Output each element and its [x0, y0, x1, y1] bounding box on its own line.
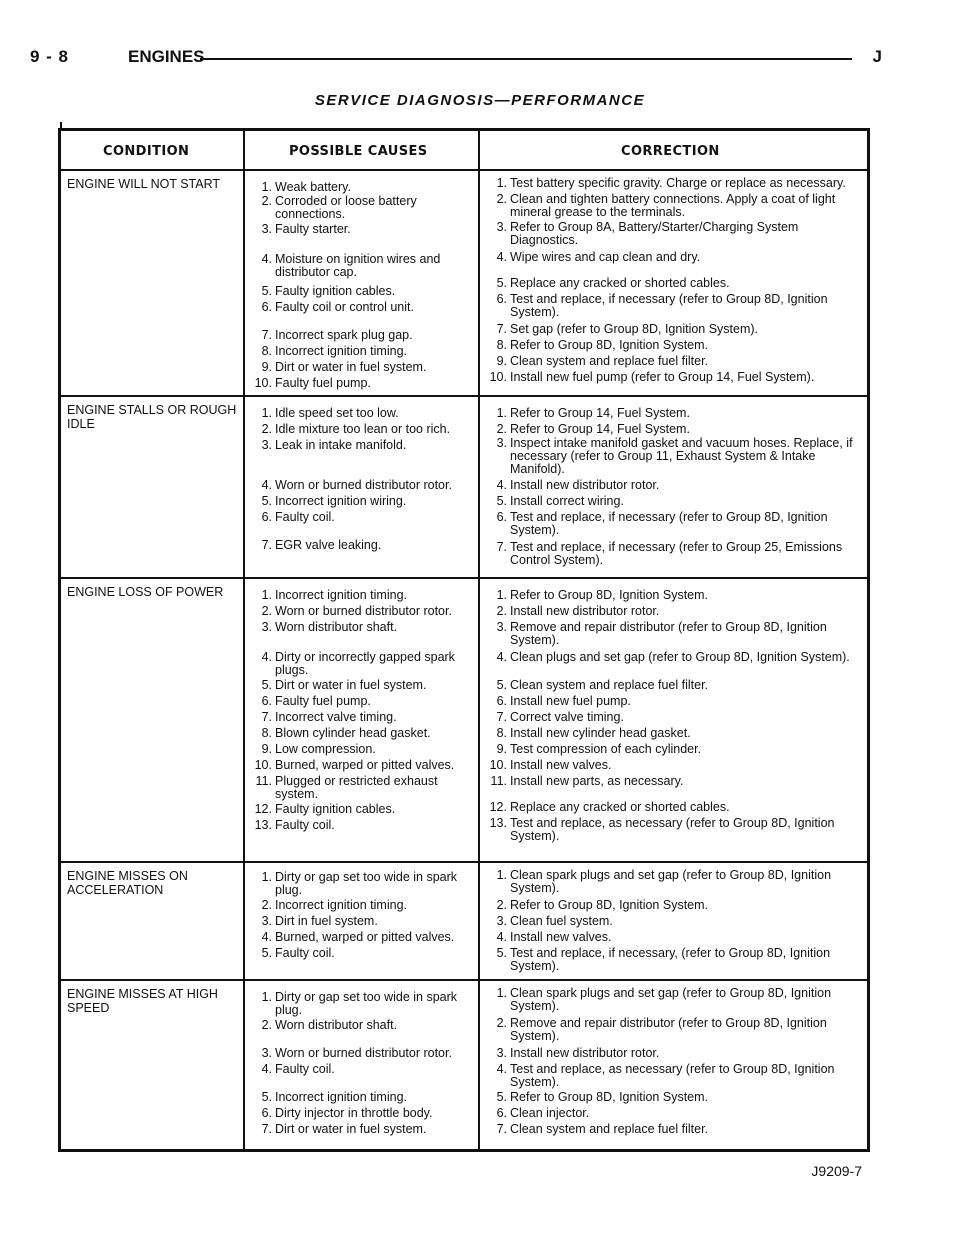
item-text: Test and replace, if necessary (refer to Group 8D, Ignition System). [510, 510, 828, 537]
cause-item [250, 361, 475, 376]
item-number: 4. [496, 930, 507, 944]
cause-item [250, 819, 475, 834]
item-number: 10. [489, 758, 507, 772]
cause-item [250, 695, 475, 710]
item-number: 5. [496, 678, 507, 692]
item-text: Refer to Group 8D, Ignition System. [510, 588, 709, 602]
figure-id: J9209-7 [811, 1163, 862, 1179]
item-text: Install new distributor rotor. [510, 478, 660, 492]
item-text: Clean injector. [510, 1106, 590, 1120]
item-text: Faulty coil. [275, 946, 335, 960]
item-text: Faulty ignition cables. [275, 284, 396, 298]
cause-item [250, 621, 475, 636]
item-text: Incorrect ignition timing. [275, 588, 408, 602]
correction-item [485, 1107, 865, 1122]
item-text: Test and replace, if necessary (refer to Group 25, Emissions Control System). [510, 540, 843, 567]
cause-item [250, 1063, 475, 1078]
correction-item [485, 759, 865, 774]
cause-item [250, 651, 475, 679]
correction-item [485, 479, 865, 494]
item-text: Clean fuel system. [510, 914, 613, 928]
item-number: 2. [496, 1016, 507, 1030]
item-number: 5. [261, 494, 272, 508]
item-number: 4. [496, 650, 507, 664]
item-text: Refer to Group 8D, Ignition System. [510, 898, 709, 912]
correction-cell [485, 861, 865, 979]
item-text: Dirty or incorrectly gapped spark plugs. [275, 650, 455, 677]
item-text: Low compression. [275, 742, 376, 756]
correction-item [485, 679, 865, 694]
item-number: 6. [261, 1106, 272, 1120]
item-text: Incorrect spark plug gap. [275, 328, 413, 342]
correction-item [485, 743, 865, 758]
item-text: Dirty or gap set too wide in spark plug. [275, 870, 458, 897]
correction-item [485, 1017, 865, 1045]
correction-item [485, 775, 865, 790]
item-number: 3. [496, 436, 507, 450]
correction-item [485, 915, 865, 930]
cause-item [250, 899, 475, 914]
item-text: Worn or burned distributor rotor. [275, 604, 452, 618]
item-number: 12. [254, 802, 272, 816]
item-text: Faulty ignition cables. [275, 802, 396, 816]
table-row [61, 577, 867, 863]
cause-item [250, 605, 475, 620]
item-text: Dirt in fuel system. [275, 914, 378, 928]
item-number: 3. [496, 914, 507, 928]
item-number: 1. [261, 870, 272, 884]
causes-cell [250, 395, 475, 577]
chapter-title: ENGINES [128, 47, 205, 66]
item-number: 6. [496, 292, 507, 306]
item-text: Faulty coil. [275, 1062, 335, 1076]
item-number: 8. [261, 726, 272, 740]
item-number: 8. [496, 726, 507, 740]
item-number: 2. [261, 194, 272, 208]
item-number: 9. [496, 354, 507, 368]
cause-item [250, 253, 475, 281]
correction-item [485, 931, 865, 946]
item-text: Test and replace, if necessary, (refer to Group 8D, Ignition System). [510, 946, 831, 973]
correction-item [485, 711, 865, 726]
correction-item [485, 899, 865, 914]
item-number: 1. [261, 406, 272, 420]
item-text: Dirt or water in fuel system. [275, 360, 427, 374]
item-number: 8. [261, 344, 272, 358]
item-number: 7. [496, 1122, 507, 1136]
item-text: Clean and tighten battery connections. Apply a coat of light mineral grease to the terminals. [510, 192, 836, 219]
causes-cell [250, 861, 475, 979]
item-text: Inspect intake manifold gasket and vacuum hoses. Replace, if necessary (refer to Group 11, Exhaust System & Intake Manifold). [510, 436, 853, 476]
item-number: 3. [261, 438, 272, 452]
item-number: 10. [254, 376, 272, 390]
item-text: Idle mixture too lean or too rich. [275, 422, 451, 436]
cause-item [250, 803, 475, 818]
item-text: Incorrect valve timing. [275, 710, 397, 724]
header-rule [200, 58, 852, 60]
cause-item [250, 479, 475, 494]
cause-item [250, 931, 475, 946]
cause-item [250, 223, 475, 238]
cause-item [250, 1123, 475, 1138]
item-number: 7. [261, 538, 272, 552]
cause-item [250, 407, 475, 422]
correction-item [485, 1063, 865, 1091]
item-number: 1. [496, 868, 507, 882]
diagnosis-table [58, 128, 870, 1152]
cause-item [250, 285, 475, 300]
item-text: Test compression of each cylinder. [510, 742, 702, 756]
item-number: 11. [490, 774, 507, 788]
item-text: Moisture on ignition wires and distributor cap. [275, 252, 441, 279]
item-text: Faulty coil or control unit. [275, 300, 414, 314]
item-number: 2. [261, 898, 272, 912]
item-number: 5. [496, 1090, 507, 1104]
condition-label: ENGINE STALLS OR ROUGH IDLE [67, 403, 237, 431]
item-number: 6. [261, 694, 272, 708]
item-number: 5. [261, 1090, 272, 1104]
correction-item [485, 495, 865, 510]
item-number: 7. [261, 328, 272, 342]
item-number: 3. [261, 222, 272, 236]
item-number: 4. [261, 1062, 272, 1076]
item-number: 7. [496, 710, 507, 724]
cause-item [250, 759, 475, 774]
correction-item [485, 817, 865, 845]
item-text: Set gap (refer to Group 8D, Ignition System). [510, 322, 759, 336]
item-text: Faulty coil. [275, 818, 335, 832]
item-text: Refer to Group 8D, Ignition System. [510, 1090, 709, 1104]
section-title: SERVICE DIAGNOSIS—PERFORMANCE [314, 92, 646, 109]
item-number: 1. [261, 990, 272, 1004]
item-number: 4. [496, 478, 507, 492]
correction-item [485, 277, 865, 292]
item-number: 10. [489, 370, 507, 384]
item-number: 2. [261, 1018, 272, 1032]
item-text: Dirt or water in fuel system. [275, 678, 427, 692]
item-number: 4. [261, 252, 272, 266]
item-text: Clean system and replace fuel filter. [510, 1122, 709, 1136]
cause-item [250, 991, 475, 1019]
item-number: 6. [496, 1106, 507, 1120]
cause-item [250, 1019, 475, 1034]
cause-item [250, 195, 475, 223]
item-text: Install new distributor rotor. [510, 604, 660, 618]
correction-item [485, 511, 865, 539]
item-number: 2. [261, 604, 272, 618]
item-number: 3. [496, 620, 507, 634]
correction-item [485, 987, 865, 1015]
header-condition: CONDITION [103, 144, 190, 159]
causes-cell [250, 169, 475, 395]
correction-item [485, 651, 865, 666]
correction-item [485, 323, 865, 338]
item-text: Test battery specific gravity. Charge or replace as necessary. [510, 176, 846, 190]
correction-item [485, 541, 865, 569]
item-number: 8. [496, 338, 507, 352]
item-number: 5. [261, 678, 272, 692]
correction-item [485, 339, 865, 354]
item-number: 1. [496, 176, 507, 190]
item-text: Leak in intake manifold. [275, 438, 407, 452]
item-number: 6. [496, 510, 507, 524]
header-letter: J [872, 47, 882, 66]
cause-item [250, 345, 475, 360]
item-text: Dirty injector in throttle body. [275, 1106, 433, 1120]
correction-item [485, 437, 865, 478]
condition-label: ENGINE MISSES AT HIGH SPEED [67, 987, 218, 1015]
correction-cell [485, 395, 865, 577]
item-number: 6. [261, 510, 272, 524]
item-number: 3. [261, 620, 272, 634]
item-number: 3. [261, 914, 272, 928]
item-number: 6. [496, 694, 507, 708]
item-text: Worn or burned distributor rotor. [275, 478, 452, 492]
correction-item [485, 695, 865, 710]
item-number: 11. [255, 774, 272, 788]
cause-item [250, 679, 475, 694]
item-number: 12. [489, 800, 507, 814]
item-text: Worn distributor shaft. [275, 1018, 398, 1032]
item-number: 7. [496, 540, 507, 554]
item-text: Install new fuel pump (refer to Group 14, Fuel System). [510, 370, 815, 384]
correction-cell [485, 577, 865, 861]
cause-item [250, 947, 475, 962]
correction-item [485, 355, 865, 370]
item-number: 5. [261, 284, 272, 298]
item-number: 1. [496, 986, 507, 1000]
item-number: 5. [261, 946, 272, 960]
cause-item [250, 727, 475, 742]
item-number: 9. [261, 742, 272, 756]
correction-item [485, 251, 865, 266]
item-text: Refer to Group 8A, Battery/Starter/Charging System Diagnostics. [510, 220, 799, 247]
item-number: 3. [496, 220, 507, 234]
correction-item [485, 947, 865, 975]
item-text: Incorrect ignition timing. [275, 898, 408, 912]
item-number: 2. [496, 422, 507, 436]
item-number: 5. [496, 946, 507, 960]
item-number: 2. [496, 898, 507, 912]
item-number: 2. [496, 604, 507, 618]
cause-item [250, 495, 475, 510]
cause-item [250, 377, 475, 392]
item-text: Refer to Group 14, Fuel System. [510, 406, 690, 420]
item-text: Correct valve timing. [510, 710, 624, 724]
item-number: 5. [496, 276, 507, 290]
item-number: 3. [496, 1046, 507, 1060]
item-text: Replace any cracked or shorted cables. [510, 800, 730, 814]
cause-item [250, 871, 475, 899]
table-row [61, 979, 867, 1149]
item-text: Corroded or loose battery connections. [275, 194, 417, 221]
correction-item [485, 177, 865, 192]
item-number: 6. [261, 300, 272, 314]
correction-item [485, 605, 865, 620]
item-text: Dirty or gap set too wide in spark plug. [275, 990, 458, 1017]
correction-item [485, 407, 865, 422]
causes-cell [250, 979, 475, 1149]
item-text: Install new valves. [510, 758, 612, 772]
header-possible-causes: POSSIBLE CAUSES [289, 144, 428, 159]
item-text: Install new parts, as necessary. [510, 774, 684, 788]
item-number: 9. [261, 360, 272, 374]
item-number: 10. [254, 758, 272, 772]
item-number: 4. [496, 1062, 507, 1076]
correction-cell [485, 169, 865, 395]
item-text: Dirt or water in fuel system. [275, 1122, 427, 1136]
header-correction: CORRECTION [621, 144, 720, 159]
item-text: Burned, warped or pitted valves. [275, 930, 455, 944]
correction-item [485, 293, 865, 321]
item-number: 3. [261, 1046, 272, 1060]
cause-item [250, 511, 475, 526]
item-text: Blown cylinder head gasket. [275, 726, 431, 740]
condition-label: ENGINE WILL NOT START [67, 177, 221, 191]
page-header [30, 47, 882, 71]
cause-item [250, 589, 475, 604]
correction-item [485, 371, 865, 386]
item-number: 7. [261, 1122, 272, 1136]
item-text: Remove and repair distributor (refer to Group 8D, Ignition System). [510, 1016, 827, 1043]
item-text: Refer to Group 8D, Ignition System. [510, 338, 709, 352]
item-number: 4. [496, 250, 507, 264]
item-number: 7. [261, 710, 272, 724]
item-number: 1. [261, 588, 272, 602]
correction-item [485, 1123, 865, 1138]
item-text: Wipe wires and cap clean and dry. [510, 250, 701, 264]
cause-item [250, 439, 475, 454]
item-number: 9. [496, 742, 507, 756]
correction-item [485, 727, 865, 742]
item-number: 13. [254, 818, 272, 832]
item-text: Faulty fuel pump. [275, 376, 371, 390]
item-text: Faulty fuel pump. [275, 694, 371, 708]
table-row [61, 169, 867, 397]
item-text: Install new cylinder head gasket. [510, 726, 691, 740]
correction-item [485, 221, 865, 249]
item-text: Install new fuel pump. [510, 694, 631, 708]
item-text: Install new distributor rotor. [510, 1046, 660, 1060]
item-text: Weak battery. [275, 180, 351, 194]
item-number: 1. [496, 406, 507, 420]
cause-item [250, 1107, 475, 1122]
item-text: Burned, warped or pitted valves. [275, 758, 455, 772]
item-text: Idle speed set too low. [275, 406, 399, 420]
item-text: Clean spark plugs and set gap (refer to Group 8D, Ignition System). [510, 868, 832, 895]
item-text: Worn distributor shaft. [275, 620, 398, 634]
item-text: Incorrect ignition timing. [275, 1090, 408, 1104]
cause-item [250, 915, 475, 930]
item-text: Worn or burned distributor rotor. [275, 1046, 452, 1060]
item-number: 7. [496, 322, 507, 336]
correction-item [485, 869, 865, 897]
item-text: Install new valves. [510, 930, 612, 944]
item-text: Replace any cracked or shorted cables. [510, 276, 730, 290]
item-text: Incorrect ignition timing. [275, 344, 408, 358]
table-row [61, 395, 867, 579]
cause-item [250, 743, 475, 758]
item-number: 2. [261, 422, 272, 436]
item-text: Clean spark plugs and set gap (refer to Group 8D, Ignition System). [510, 986, 832, 1013]
cause-item [250, 539, 475, 554]
item-text: Test and replace, if necessary (refer to Group 8D, Ignition System). [510, 292, 828, 319]
correction-item [485, 621, 865, 649]
causes-cell [250, 577, 475, 861]
condition-label: ENGINE MISSES ON ACCELERATION [67, 869, 188, 897]
condition-label: ENGINE LOSS OF POWER [67, 585, 224, 599]
item-text: Incorrect ignition wiring. [275, 494, 407, 508]
item-text: Test and replace, as necessary (refer to Group 8D, Ignition System). [510, 816, 835, 843]
correction-item [485, 193, 865, 221]
correction-item [485, 1047, 865, 1062]
correction-item [485, 801, 865, 816]
table-header [61, 131, 867, 171]
item-text: Install correct wiring. [510, 494, 624, 508]
cause-item [250, 711, 475, 726]
item-text: EGR valve leaking. [275, 538, 382, 552]
page-number: 9 - 8 [30, 47, 70, 66]
table-row [61, 861, 867, 981]
cause-item [250, 775, 475, 803]
item-number: 4. [261, 650, 272, 664]
item-text: Clean system and replace fuel filter. [510, 354, 709, 368]
item-number: 4. [261, 478, 272, 492]
item-text: Plugged or restricted exhaust system. [275, 774, 438, 801]
item-text: Refer to Group 14, Fuel System. [510, 422, 690, 436]
cause-item [250, 423, 475, 438]
item-number: 4. [261, 930, 272, 944]
correction-item [485, 1091, 865, 1106]
item-text: Clean plugs and set gap (refer to Group 8D, Ignition System). [510, 650, 850, 664]
cause-item [250, 1091, 475, 1106]
item-number: 1. [496, 588, 507, 602]
cause-item [250, 329, 475, 344]
item-text: Remove and repair distributor (refer to Group 8D, Ignition System). [510, 620, 827, 647]
correction-cell [485, 979, 865, 1149]
item-text: Clean system and replace fuel filter. [510, 678, 709, 692]
item-text: Faulty coil. [275, 510, 335, 524]
item-number: 2. [496, 192, 507, 206]
item-text: Faulty starter. [275, 222, 351, 236]
item-text: Test and replace, as necessary (refer to Group 8D, Ignition System). [510, 1062, 835, 1089]
cause-item [250, 301, 475, 316]
item-number: 1. [261, 180, 272, 194]
item-number: 13. [489, 816, 507, 830]
correction-item [485, 589, 865, 604]
item-number: 5. [496, 494, 507, 508]
cause-item [250, 1047, 475, 1062]
